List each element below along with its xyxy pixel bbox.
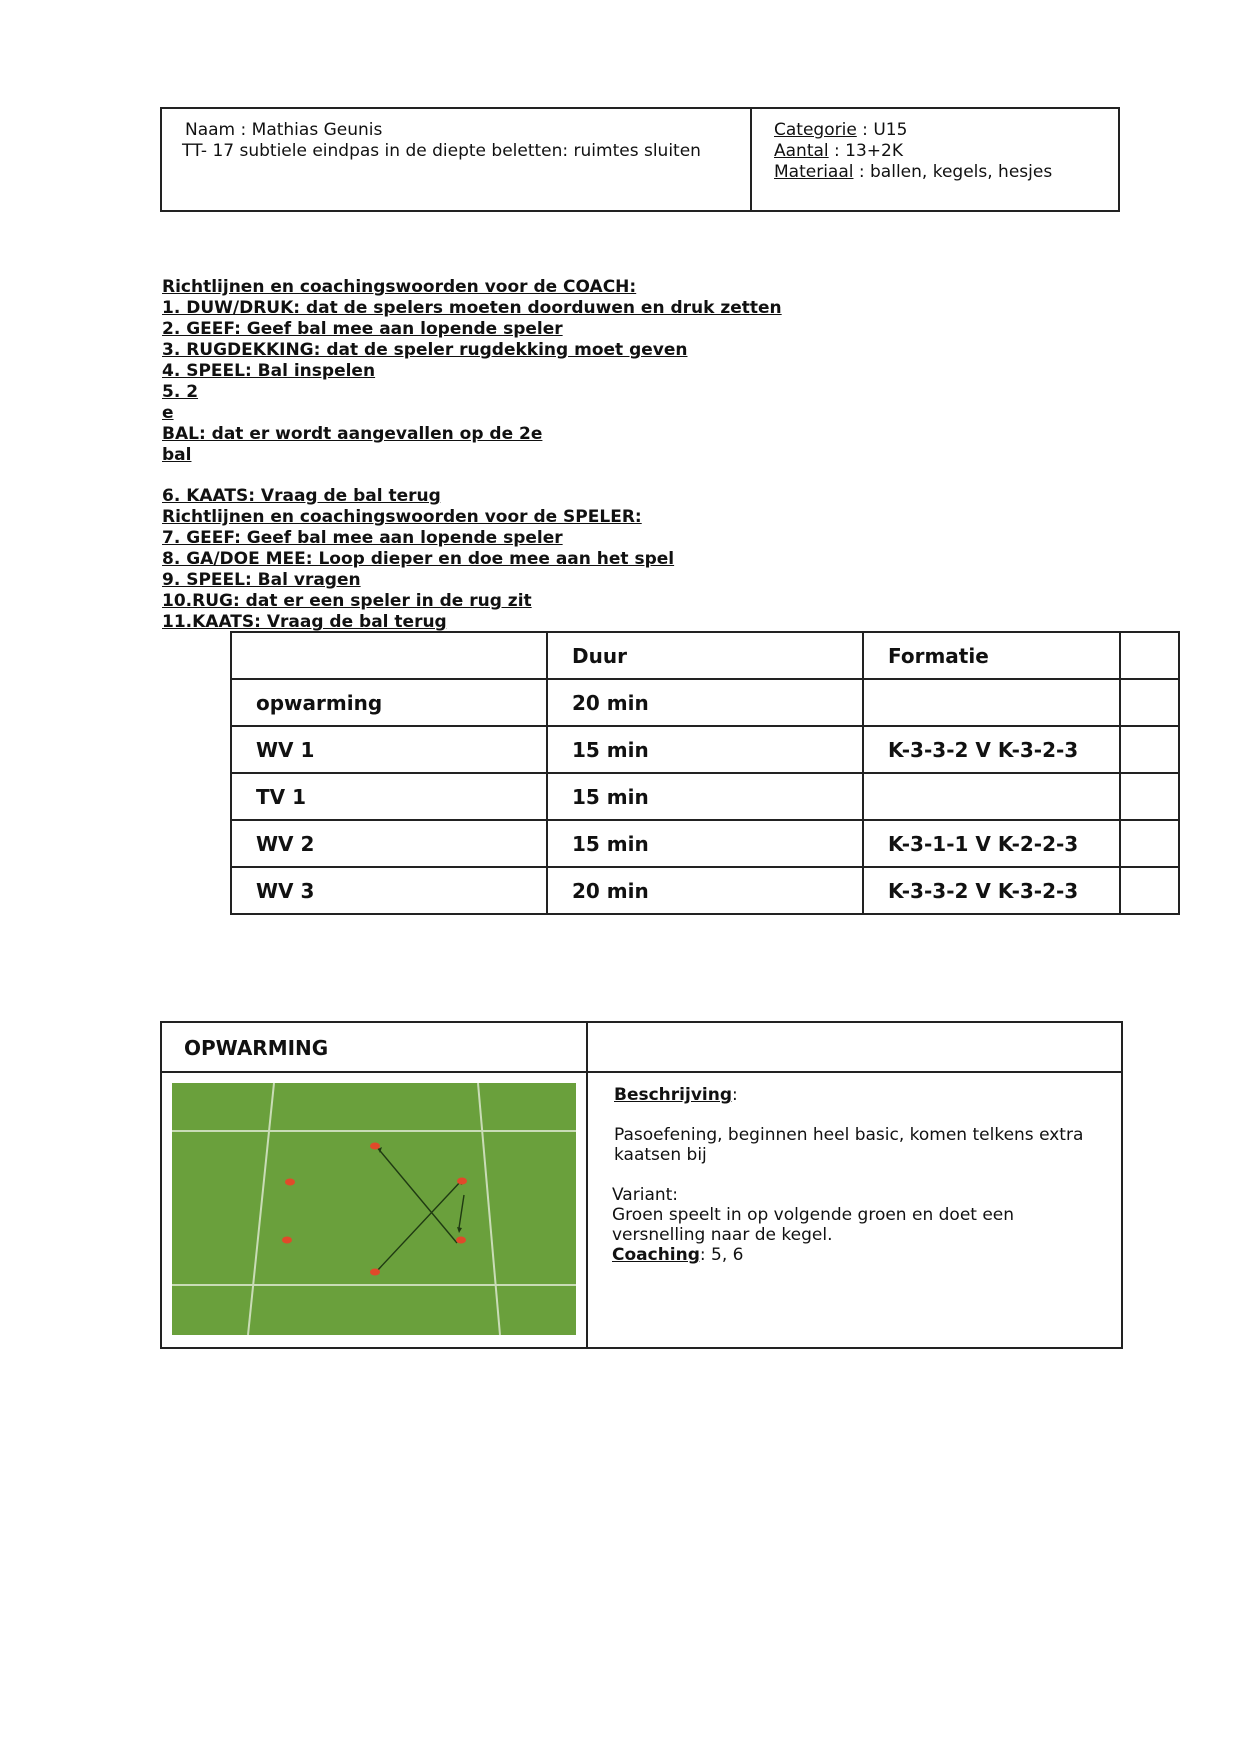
row-formatie — [863, 773, 1120, 820]
coaching-value: : 5, 6 — [699, 1245, 744, 1265]
guidelines — [162, 277, 782, 633]
player-item: 11.KAATS: Vraag de bal terug — [162, 612, 447, 632]
table-row — [231, 726, 1179, 773]
variant-text: Groen speelt in op volgende groen en doet een versnelling naar de kegel. — [612, 1205, 1015, 1245]
header-cell-formatie: Formatie — [863, 632, 1120, 679]
coach-item: 6. KAATS: Vraag de bal terug — [162, 486, 441, 506]
variant-label: Variant: — [612, 1185, 679, 1205]
row-extra — [1120, 679, 1179, 726]
beschrijving-label: Beschrijving — [614, 1085, 733, 1105]
aantal-label: Aantal — [774, 141, 829, 161]
cone — [370, 1143, 380, 1150]
row-formatie: K-3-3-2 V K-3-2-3 — [863, 867, 1120, 914]
row-extra — [1120, 867, 1179, 914]
coaching-label: Coaching — [612, 1245, 700, 1265]
header-cell-duur: Duur — [547, 632, 863, 679]
header-cell — [1120, 632, 1179, 679]
materiaal-label: Materiaal — [774, 162, 854, 182]
coach-item: 5. 2 — [162, 382, 199, 402]
cone — [285, 1179, 295, 1186]
cone — [457, 1178, 467, 1185]
table-row — [231, 820, 1179, 867]
row-duur: 20 min — [547, 867, 863, 914]
player-heading: Richtlijnen en coachingswoorden voor de SPELER: — [162, 507, 642, 527]
coach-item: BAL: dat er wordt aangevallen op de 2e — [162, 424, 543, 444]
schedule-table — [230, 631, 1180, 915]
row-duur: 15 min — [547, 773, 863, 820]
trainer-name: Naam : Mathias Geunis — [185, 120, 383, 140]
header-left — [162, 109, 752, 210]
aantal-line — [774, 141, 1118, 162]
cone — [456, 1237, 466, 1244]
exercise-box — [160, 1021, 1123, 1349]
beschrijving-text: Pasoefening, beginnen heel basic, komen telkens extra kaatsen bij — [614, 1125, 1084, 1165]
spacer — [612, 1165, 1112, 1185]
row-formatie — [863, 679, 1120, 726]
categorie-value: : U15 — [856, 120, 908, 140]
row-extra — [1120, 820, 1179, 867]
header-cell — [231, 632, 547, 679]
table-row — [231, 867, 1179, 914]
colon: : — [732, 1085, 738, 1105]
row-extra — [1120, 726, 1179, 773]
column-divider — [586, 1023, 588, 1347]
field-diagram — [172, 1083, 576, 1335]
spacer — [162, 466, 782, 486]
spacer — [612, 1105, 1112, 1125]
table-row — [231, 773, 1179, 820]
coach-item: e — [162, 403, 174, 423]
player-item: 9. SPEEL: Bal vragen — [162, 570, 361, 590]
player-item: 10.RUG: dat er een speler in de rug zit — [162, 591, 532, 611]
row-name: opwarming — [231, 679, 547, 726]
materiaal-line — [774, 162, 1118, 183]
row-duur: 20 min — [547, 679, 863, 726]
player-item: 7. GEEF: Geef bal mee aan lopende speler — [162, 528, 563, 548]
row-name: WV 3 — [231, 867, 547, 914]
categorie-line — [774, 120, 1118, 141]
coach-item: 2. GEEF: Geef bal mee aan lopende speler — [162, 319, 563, 339]
coach-item: 4. SPEEL: Bal inspelen — [162, 361, 376, 381]
coach-heading: Richtlijnen en coachingswoorden voor de COACH: — [162, 277, 637, 297]
row-formatie: K-3-1-1 V K-2-2-3 — [863, 820, 1120, 867]
aantal-value: : 13+2K — [828, 141, 904, 161]
row-name: TV 1 — [231, 773, 547, 820]
field-grass — [172, 1083, 576, 1335]
categorie-label: Categorie — [774, 120, 857, 140]
player-item: 8. GA/DOE MEE: Loop dieper en doe mee aan het spel — [162, 549, 675, 569]
header-right — [752, 109, 1118, 210]
exercise-description — [612, 1085, 1112, 1265]
exercise-title: OPWARMING — [184, 1036, 329, 1060]
row-duur: 15 min — [547, 820, 863, 867]
row-extra — [1120, 773, 1179, 820]
row-name: WV 2 — [231, 820, 547, 867]
row-duur: 15 min — [547, 726, 863, 773]
row-formatie: K-3-3-2 V K-3-2-3 — [863, 726, 1120, 773]
coach-item: bal — [162, 445, 192, 465]
cone — [370, 1269, 380, 1276]
table-header-row — [231, 632, 1179, 679]
materiaal-value: : ballen, kegels, hesjes — [853, 162, 1053, 182]
table-row — [231, 679, 1179, 726]
cone — [282, 1237, 292, 1244]
session-title: TT- 17 subtiele eindpas in de diepte beletten: ruimtes sluiten — [182, 141, 701, 161]
coach-item: 1. DUW/DRUK: dat de spelers moeten doorduwen en druk zetten — [162, 298, 782, 318]
coach-item: 3. RUGDEKKING: dat de speler rugdekking moet geven — [162, 340, 688, 360]
header-box — [160, 107, 1120, 212]
row-name: WV 1 — [231, 726, 547, 773]
